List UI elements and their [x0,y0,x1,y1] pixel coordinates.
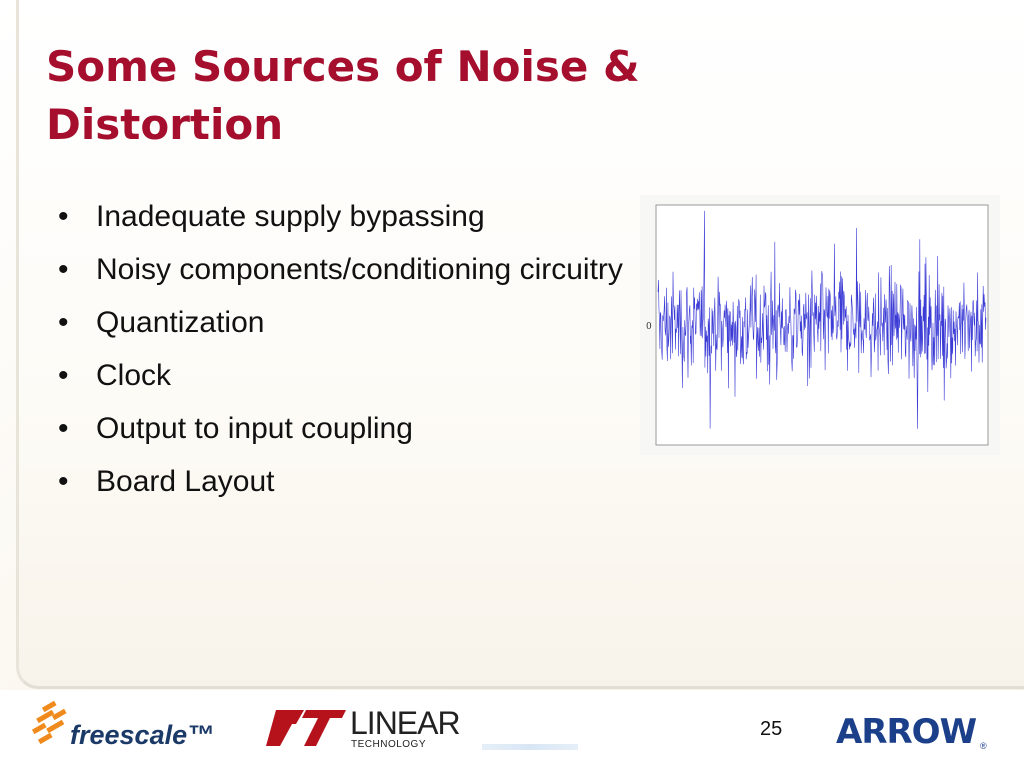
bullet-text: Output to input coupling [96,412,413,445]
linear-wordmark: LINEAR [350,705,460,741]
bullet-item [58,196,628,238]
linear-subtitle: TECHNOLOGY [351,739,427,750]
bullet-dot: • [58,465,69,498]
bullet-text: Inadequate supply bypassing [96,200,485,233]
bullet-item [58,461,628,503]
registered-mark: ® [980,741,987,751]
page-number: 25 [760,718,783,740]
freescale-wordmark: freescale™ [70,720,215,750]
bullet-dot: • [58,412,69,445]
bullet-text: Board Layout [96,465,275,498]
bullet-dot: • [58,200,69,233]
bullet-dot: • [58,359,69,392]
bullet-item [58,249,628,291]
bullet-list [58,196,628,514]
bullet-item [58,355,628,397]
bullet-dot: • [58,253,69,286]
y-tick-label: 0 [646,322,652,332]
bullet-text: Noisy components/conditioning circuitry [96,253,623,286]
bullet-item [58,302,628,344]
bullet-item [58,408,628,450]
bullet-text: Clock [96,359,172,392]
bullet-text: Quantization [96,306,265,339]
slide-title: Some Sources of Noise & Distortion [46,42,640,149]
noise-plot-svg [640,195,1000,455]
footer-decoration [482,744,578,750]
arrow-logo: ARROW [836,712,977,752]
noise-plot [640,195,1000,455]
bullet-dot: • [58,306,69,339]
